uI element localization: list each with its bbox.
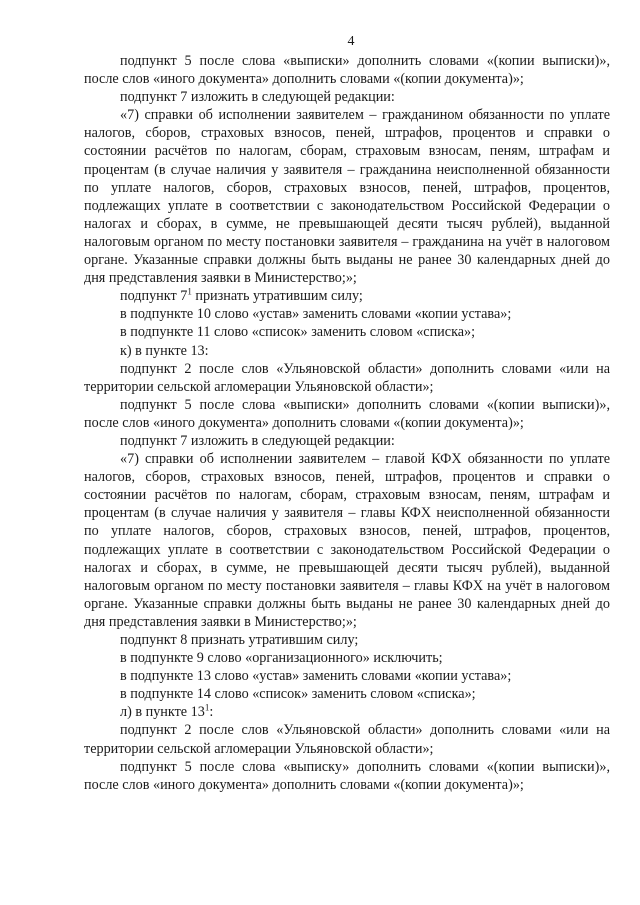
paragraph xyxy=(84,287,610,305)
paragraph: в подпункте 13 слово «устав» заменить словами «копии устава»; xyxy=(120,668,512,685)
superscript: 1 xyxy=(187,286,192,297)
paragraph: в подпункте 11 слово «список» заменить словом «списка»; xyxy=(120,324,476,341)
paragraph-text: подпункт 7 xyxy=(120,288,188,305)
paragraph: подпункт 5 после слова «выписки» дополнить словами «(копии выписки)», после слов «иного документа» дополнить словами «(копии документа)»; xyxy=(84,53,610,88)
paragraph: «7) справки об исполнении заявителем – главой КФХ обязанности по уплате налогов, сборов, страховых взносов, пеней, штрафов, процентов и справки о состоянии расчётов по налогам, сборам, страховым взносам, пеням, штрафам и процентам (в случае наличия у заявителя – главы КФХ неисполненной обязанности по уплате налогов, сборов, страховых взносов, пеней, штрафов, процентов, подлежащих уплате в соответствии с законодательством Российской Федерации о налогах и сборах, в сумме, не превышающей десяти тысяч рублей), выданной налоговым органом по месту постановки заявителя – главы КФХ на учёт в налоговом органе. Указанные справки должны быть выданы не ранее 30 календарных дней до дня представления заявки в Министерство;»; xyxy=(84,451,610,630)
superscript: 1 xyxy=(204,702,210,713)
paragraph-text: : xyxy=(209,704,214,721)
paragraph: в подпункте 9 слово «организационного» исключить; xyxy=(120,650,443,667)
paragraph xyxy=(84,703,610,721)
paragraph: подпункт 2 после слов «Ульяновской области» дополнить словами «или на территории сельской агломерации Ульяновской области»; xyxy=(84,360,610,395)
paragraph: подпункт 8 признать утратившим силу; xyxy=(120,632,359,648)
paragraph: подпункт 7 изложить в следующей редакции: xyxy=(120,432,395,449)
paragraph: к) в пункте 13: xyxy=(120,342,209,359)
paragraph: «7) справки об исполнении заявителем – гражданином обязанности по уплате налогов, сборов, страховых взносов, пеней, штрафов, процентов и справки о состоянии расчётов по налогам, сборам, страховым взносам, пеням, штрафам и процентам (в случае наличия у заявителя – гражданина неисполненной обязанности по уплате налогов, сборов, страховых взносов, пеней, штрафов, процентов, подлежащих уплате в соответствии с законодательством Российской Федерации о налогах и сборах, в сумме, не превышающей десяти тысяч рублей), выданной налоговым органом по месту постановки заявителя – гражданина на учёт в налоговом органе. Указанные справки должны быть выданы не ранее 30 календарных дней до дня представления заявки в Министерство;»; xyxy=(84,107,610,287)
paragraph-text: признать утратившим силу; xyxy=(191,288,363,305)
paragraph: подпункт 7 изложить в следующей редакции: xyxy=(120,89,395,106)
paragraph: в подпункте 14 слово «список» заменить словом «списка»; xyxy=(120,686,476,703)
paragraph: в подпункте 10 слово «устав» заменить словами «копии устава»; xyxy=(120,306,512,323)
paragraph: подпункт 2 после слов «Ульяновской области» дополнить словами «или на территории сельской агломерации Ульяновской области»; xyxy=(84,722,610,757)
page-number: 4 xyxy=(347,34,355,49)
paragraph-text: л) в пункте 13 xyxy=(120,704,205,721)
paragraph: подпункт 5 после слова «выписки» дополнить словами «(копии выписки)», после слов «иного документа» дополнить словами «(копии документа)»; xyxy=(84,396,610,431)
paragraph: подпункт 5 после слова «выписку» дополнить словами «(копии выписки)», после слов «иного документа» дополнить словами «(копии документа)»; xyxy=(84,758,610,793)
